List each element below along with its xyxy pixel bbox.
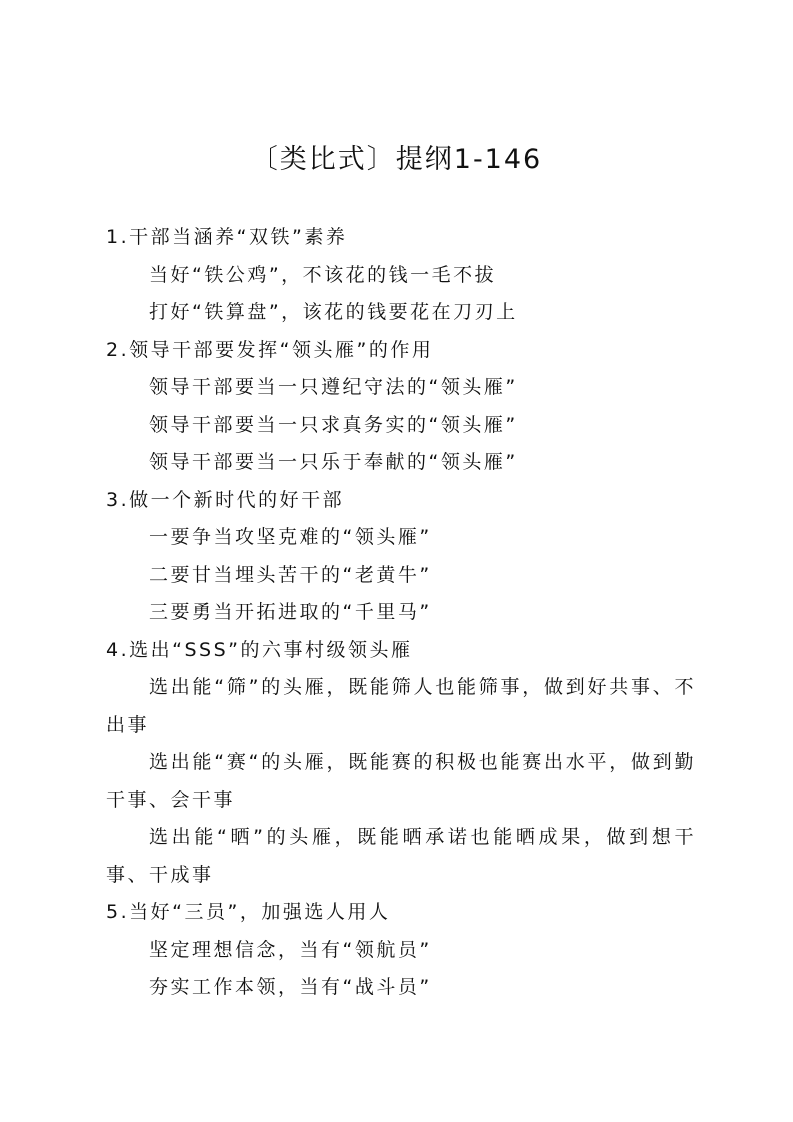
section-heading-4: 4.选出“SSS”的六事村级领头雁: [106, 638, 413, 661]
section-heading-5: 5.当好“三员”，加强选人用人: [106, 901, 391, 923]
section-1-item-2: 打好“铁算盘”，该花的钱要花在刀刃上: [149, 301, 518, 323]
section-5-item-2: 夯实工作本领，当有“战斗员”: [149, 976, 432, 998]
section-3-item-1: 一要争当攻坚克难的“领头雁”: [149, 526, 432, 548]
section-heading-1: 1.干部当涵养“双铁”素养: [106, 226, 348, 248]
section-2-item-2: 领导干部要当一只求真务实的“领头雁”: [149, 413, 518, 436]
section-2-item-3: 领导干部要当一只乐于奉献的“领头雁”: [149, 451, 518, 473]
document-title: 〔类比式〕提纲1-146: [250, 144, 543, 175]
section-heading-2: 2.领导干部要发挥“领头雁”的作用: [106, 338, 434, 361]
section-3-item-2: 二要甘当埋头苦干的“老黄牛”: [149, 563, 432, 586]
section-2-item-1: 领导干部要当一只遵纪守法的“领头雁”: [149, 376, 518, 398]
section-1-item-1: 当好“铁公鸡”，不该花的钱一毛不拔: [149, 263, 497, 286]
section-5-item-1: 坚定理想信念，当有“领航员”: [149, 938, 432, 961]
section-3-item-3: 三要勇当开拓进取的“千里马”: [149, 601, 432, 623]
section-4-paragraph-2: 选出能“赛“的头雁，既能赛的积极也能赛出水平，做到勤干事、会干事: [106, 751, 696, 811]
section-heading-3: 3.做一个新时代的好干部: [106, 488, 345, 511]
outline-content: [106, 219, 696, 1007]
section-4-paragraph-3: 选出能“晒”的头雁，既能晒承诺也能晒成果，做到想干事、干成事: [106, 826, 696, 886]
section-4-paragraph-1: 选出能“筛”的头雁，既能筛人也能筛事，做到好共事、不出事: [106, 676, 696, 736]
